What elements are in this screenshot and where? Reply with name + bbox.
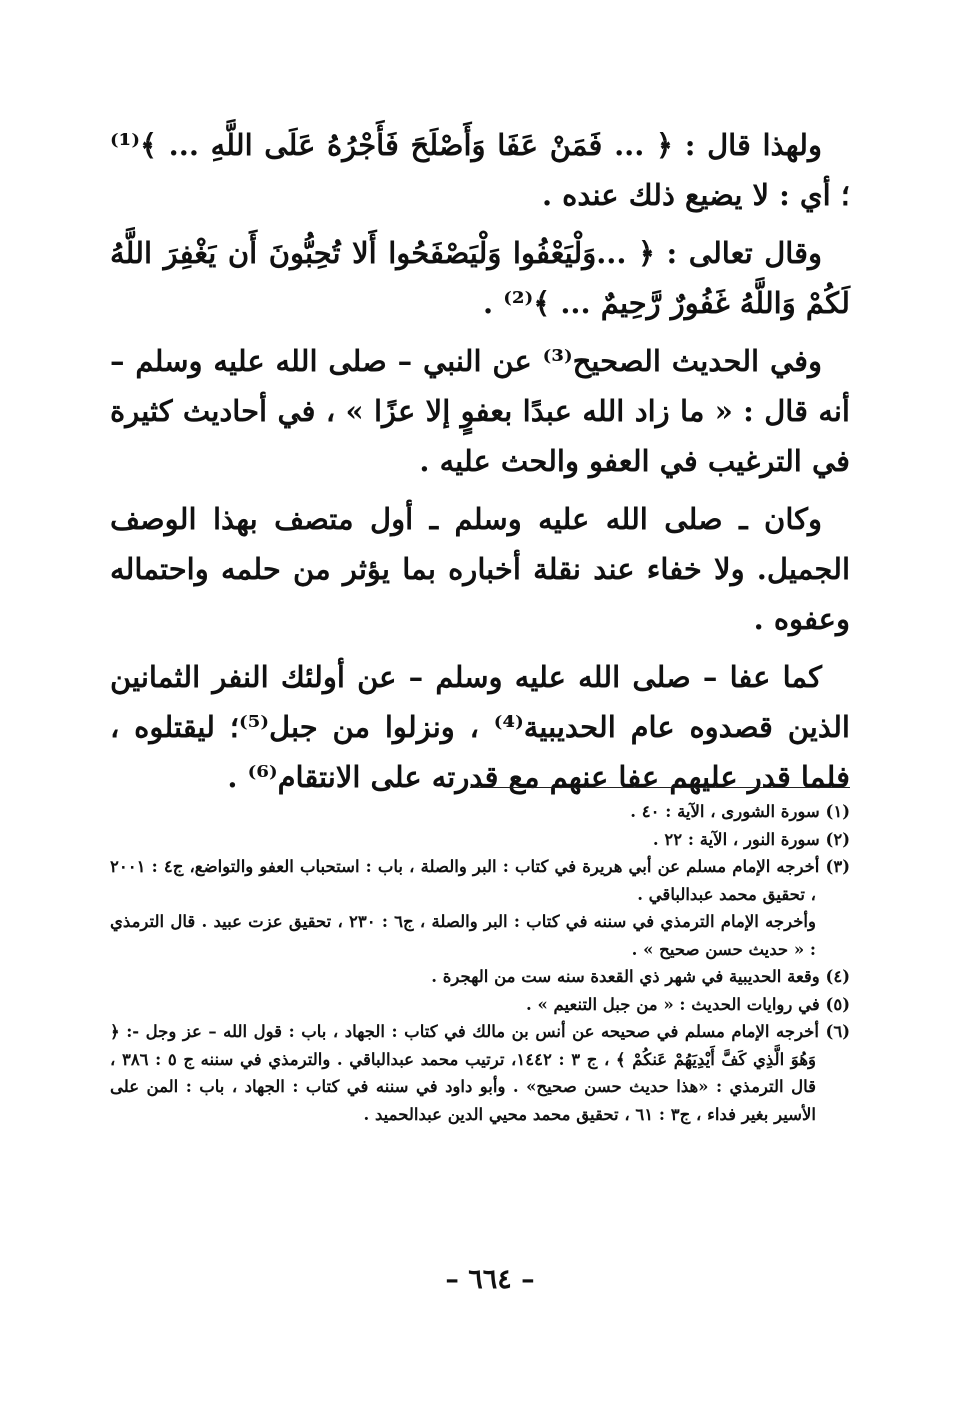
footnote-5: (٥) في روايات الحديث : « من جبل التنعيم » .	[526, 994, 850, 1014]
footnote-1: (١) سورة الشورى ، الآية : ٤٠ .	[630, 802, 850, 821]
paragraph-5-text: كما عفا – صلى الله عليه وسلم – عن أولئك النفر الثمانين الذين قصدوه عام الحديبية⁽⁴⁾ ، ونزلوا من جبل⁽⁵⁾؛ ليقتلوه ، فلما قدر عليهم عفا عنهم مع قدرته على الانتقام⁽⁶⁾ .	[110, 660, 850, 794]
footnote-3: (٣) أخرجه الإمام مسلم عن أبي هريرة في كتاب : البر والصلة ، باب : استحباب العفو والتواضع، ج٤ : ٢٠٠١ ، تحقيق محمد عبدالباقي .	[110, 857, 850, 904]
paragraph-2	[110, 228, 850, 328]
footnote-4: (٤) وقعة الحديبية في شهر ذي القعدة سنه ست من الهجرة .	[431, 967, 850, 986]
page-number: – ٦٦٤ –	[445, 1264, 535, 1295]
paragraph-4-text: وكان ـ صلى الله عليه وسلم ـ أول متصف بهذا الوصف الجميل. ولا خفاء عند نقلة أخباره بما يؤثر من حلمه واحتماله وعفوه .	[110, 502, 850, 636]
main-text	[110, 120, 850, 802]
footnote-separator	[470, 787, 850, 788]
paragraph-1	[110, 120, 850, 220]
paragraph-1-text: ولهذا قال : ﴿ ... فَمَنْ عَفَا وَأَصْلَحَ فَأَجْرُهُ عَلَى اللَّهِ ... ﴾⁽¹⁾ ؛ أي : لا يضيع ذلك عنده .	[110, 128, 850, 212]
paragraph-4	[110, 494, 850, 644]
footnotes	[110, 798, 850, 1128]
paragraph-3-text: وفي الحديث الصحيح⁽³⁾ عن النبي – صلى الله عليه وسلم – أنه قال : « ما زاد الله عبدًا بعفوٍ إلا عزًا » ، في أحاديث كثيرة في الترغيب في العفو والحث عليه .	[110, 344, 850, 478]
page-content	[110, 120, 850, 810]
footnote-6: (٦) أخرجه الإمام مسلم في صحيحه عن أنس بن مالك في كتاب : الجهاد ، باب : قول الله – عز وجل -: ﴿ وَهُوَ الَّذِي كَفَّ أَيْدِيَهُمْ عَنكُمْ ﴾ ، ج ٣ : ١٤٤٢، ترتيب محمد عبدالباقي . والترمذي في سننه ج ٥ : ٣٨٦ ، قال الترمذي : «هذا حديث حسن صحيح» . وأبو داود في سننه في كتاب : الجهاد ، باب : المن على الأسير بغير فداء ، ج٣ : ٦١ ، تحقيق محمد محيي الدين عبدالحميد .	[110, 1022, 850, 1124]
paragraph-3	[110, 336, 850, 486]
footnote-3-continuation: وأخرجه الإمام الترمذي في سننه في كتاب : البر والصلة ، ج٦ : ٢٣٠ ، تحقيق عزت عبيد . قال الترمذي : « حديث حسن صحيح » .	[110, 912, 816, 959]
paragraph-2-text: وقال تعالى : ﴿ ...وَلْيَعْفُوا وَلْيَصْفَحُوا أَلا تُحِبُّونَ أَن يَغْفِرَ اللَّهُ لَكُمْ وَاللَّهُ غَفُورٌ رَّحِيمٌ ... ﴾⁽²⁾ .	[110, 236, 850, 320]
paragraph-5	[110, 652, 850, 802]
footnote-2: (٢) سورة النور ، الآية : ٢٢ .	[652, 829, 850, 849]
